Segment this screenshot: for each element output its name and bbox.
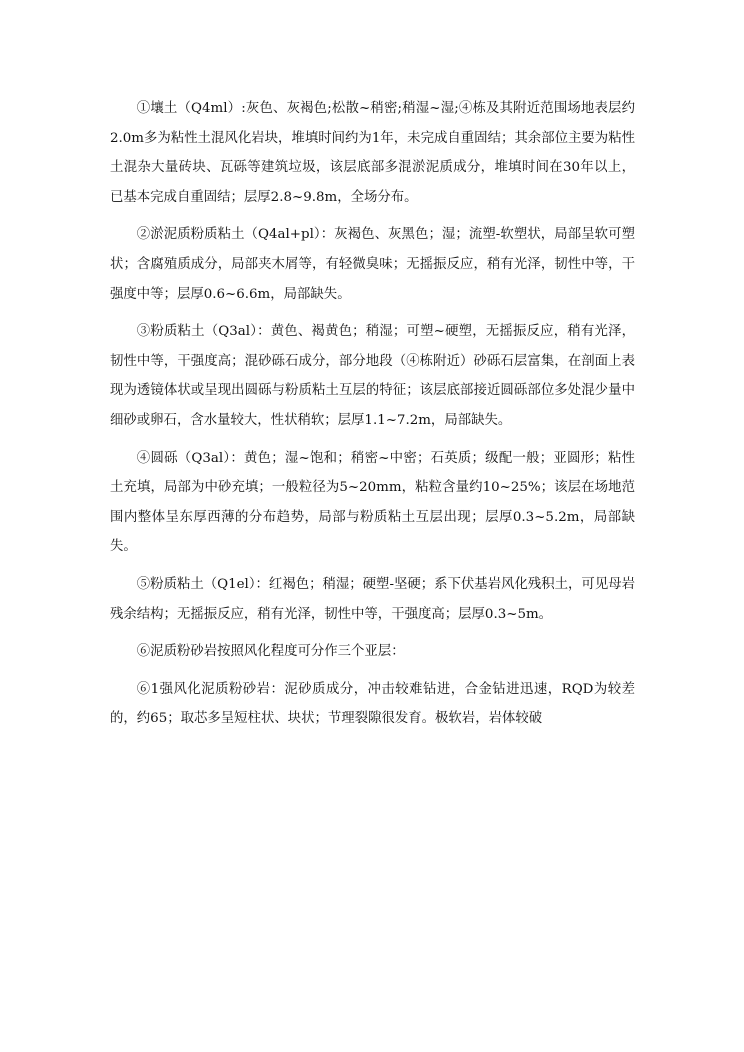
- document-body: [110, 94, 635, 742]
- paragraph-layer-4: ④圆砾（Q3al）：黄色；湿~饱和；稍密~中密；石英质；级配一般；亚圆形；粘性土充填，局部为中砂充填；一般粒径为5~20mm，粘粒含量约10~25%；该层在场地范围内整体呈东厚西薄的分布趋势，局部与粉质粘土互层出现；层厚0.3~5.2m，局部缺失。: [110, 450, 635, 555]
- paragraph-layer-1: ①壤土（Q4ml）:灰色、灰褐色;松散~稍密;稍湿~湿;④栋及其附近范围场地表层约2.0m多为粘性土混风化岩块，堆填时间约为1年，未完成自重固结；其余部位主要为粘性土混杂大量砖块、瓦砾等建筑垃圾，该层底部多混淤泥质成分，堆填时间在30年以上，已基本完成自重固结；层厚2.8~9.8m，全场分布。: [110, 101, 635, 205]
- paragraph-layer-6-intro: ⑥泥质粉砂岩按照风化程度可分作三个亚层：: [136, 644, 405, 660]
- paragraph-layer-3: ③粉质粘土（Q3al）：黄色、褐黄色；稍湿；可塑~硬塑，无摇振反应，稍有光泽，韧性中等，干强度高；混砂砾石成分，部分地段（④栋附近）砂砾石层富集，在剖面上表现为透镜体状或呈现出圆砾与粉质粘土互层的特征；该层底部接近圆砾部位多处混少量中细砂或卵石，含水量较大，性状稍软；层厚1.1~7.2m，局部缺失。: [110, 324, 635, 428]
- paragraph-layer-5: ⑤粉质粘土（Q1el）：红褐色；稍湿；硬塑-坚硬；系下伏基岩风化残积土，可见母岩残余结构；无摇振反应，稍有光泽，韧性中等，干强度高；层厚0.3~5m。: [110, 576, 635, 622]
- paragraph-layer-6-1: ⑥1强风化泥质粉砂岩：泥砂质成分，冲击较难钻进，合金钻进迅速，RQD为较差的，约65；取芯多呈短柱状、块状；节理裂隙很发育。极软岩，岩体较破: [110, 681, 635, 727]
- paragraph-layer-2: ②淤泥质粉质粘土（Q4al+pl）：灰褐色、灰黑色；湿；流塑-软塑状，局部呈软可塑状；含腐殖质成分，局部夹木屑等，有轻微臭味；无摇振反应，稍有光泽，韧性中等，干强度中等；层厚0.6~6.6m，局部缺失。: [110, 227, 635, 302]
